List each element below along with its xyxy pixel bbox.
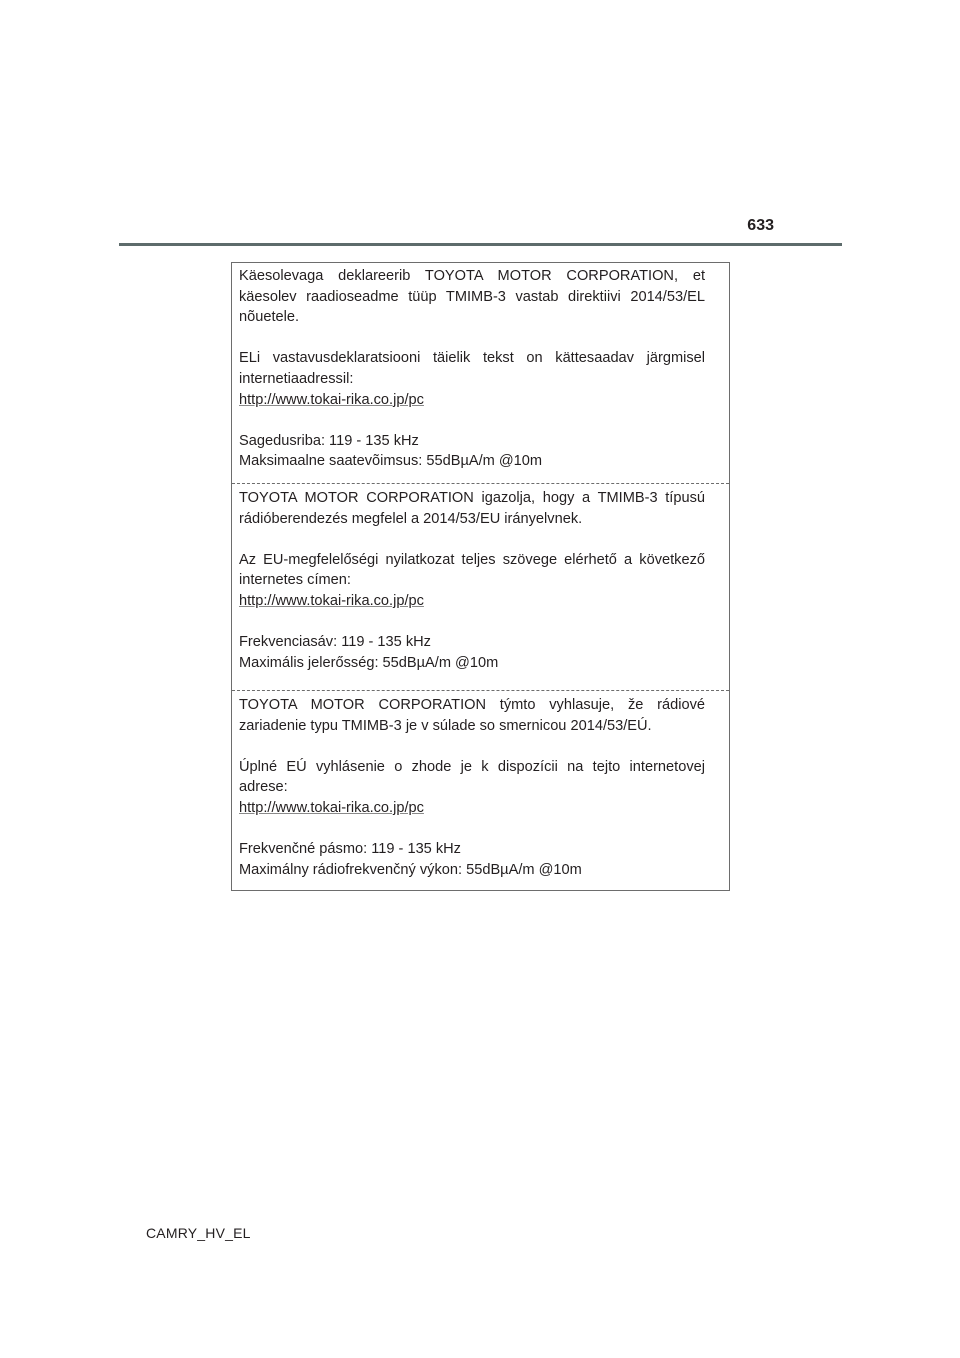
declaration-text: Käesolevaga deklareerib TOYOTA MOTOR CORPORATION, et käesolev raadioseadme tüüp TMIMB-3 vastab direktiivi 2014/53/EL nõuetele.	[239, 268, 705, 326]
declaration-section-slovak	[232, 695, 729, 880]
availability-text: Úplné EÚ vyhlásenie o zhode je k dispozícii na tejto internetovej adrese:	[239, 758, 705, 796]
header-rule	[119, 243, 842, 246]
frequency-text: Sagedusriba: 119 - 135 kHz	[239, 432, 419, 449]
frequency-text: Frekvenciasáv: 119 - 135 kHz	[239, 634, 431, 651]
power-text: Maximálny rádiofrekvenčný výkon: 55dBµA/m @10m	[239, 861, 582, 878]
declaration-text: TOYOTA MOTOR CORPORATION igazolja, hogy a TMIMB-3 típusú rádióberendezés megfelel a 2014/53/EU irányelvnek.	[239, 490, 705, 527]
declarations-box	[231, 262, 730, 891]
declaration-url-link[interactable]: http://www.tokai-rika.co.jp/pc	[239, 799, 424, 816]
section-divider	[232, 690, 729, 691]
availability-text: Az EU-megfelelőségi nyilatkozat teljes szövege elérhető a következő internetes címen:	[239, 551, 705, 589]
page-number: 633	[747, 217, 774, 234]
power-text: Maximális jelerősség: 55dBµA/m @10m	[239, 654, 499, 671]
declaration-text: TOYOTA MOTOR CORPORATION týmto vyhlasuje, že rádiové zariadenie typu TMIMB-3 je v súlade so smernicou 2014/53/EÚ.	[239, 697, 705, 734]
declaration-section-hungarian	[232, 488, 729, 673]
declaration-url-link[interactable]: http://www.tokai-rika.co.jp/pc	[239, 592, 424, 609]
model-code: CAMRY_HV_EL	[146, 1225, 251, 1241]
declaration-section-estonian	[232, 266, 729, 472]
power-text: Maksimaalne saatevõimsus: 55dBµA/m @10m	[239, 453, 543, 470]
availability-text: ELi vastavusdeklaratsiooni täielik tekst on kättesaadav järgmisel internetiaadressil:	[239, 350, 705, 387]
declaration-url-link[interactable]: http://www.tokai-rika.co.jp/pc	[239, 391, 424, 408]
frequency-text: Frekvenčné pásmo: 119 - 135 kHz	[239, 841, 461, 858]
section-divider	[232, 483, 729, 484]
